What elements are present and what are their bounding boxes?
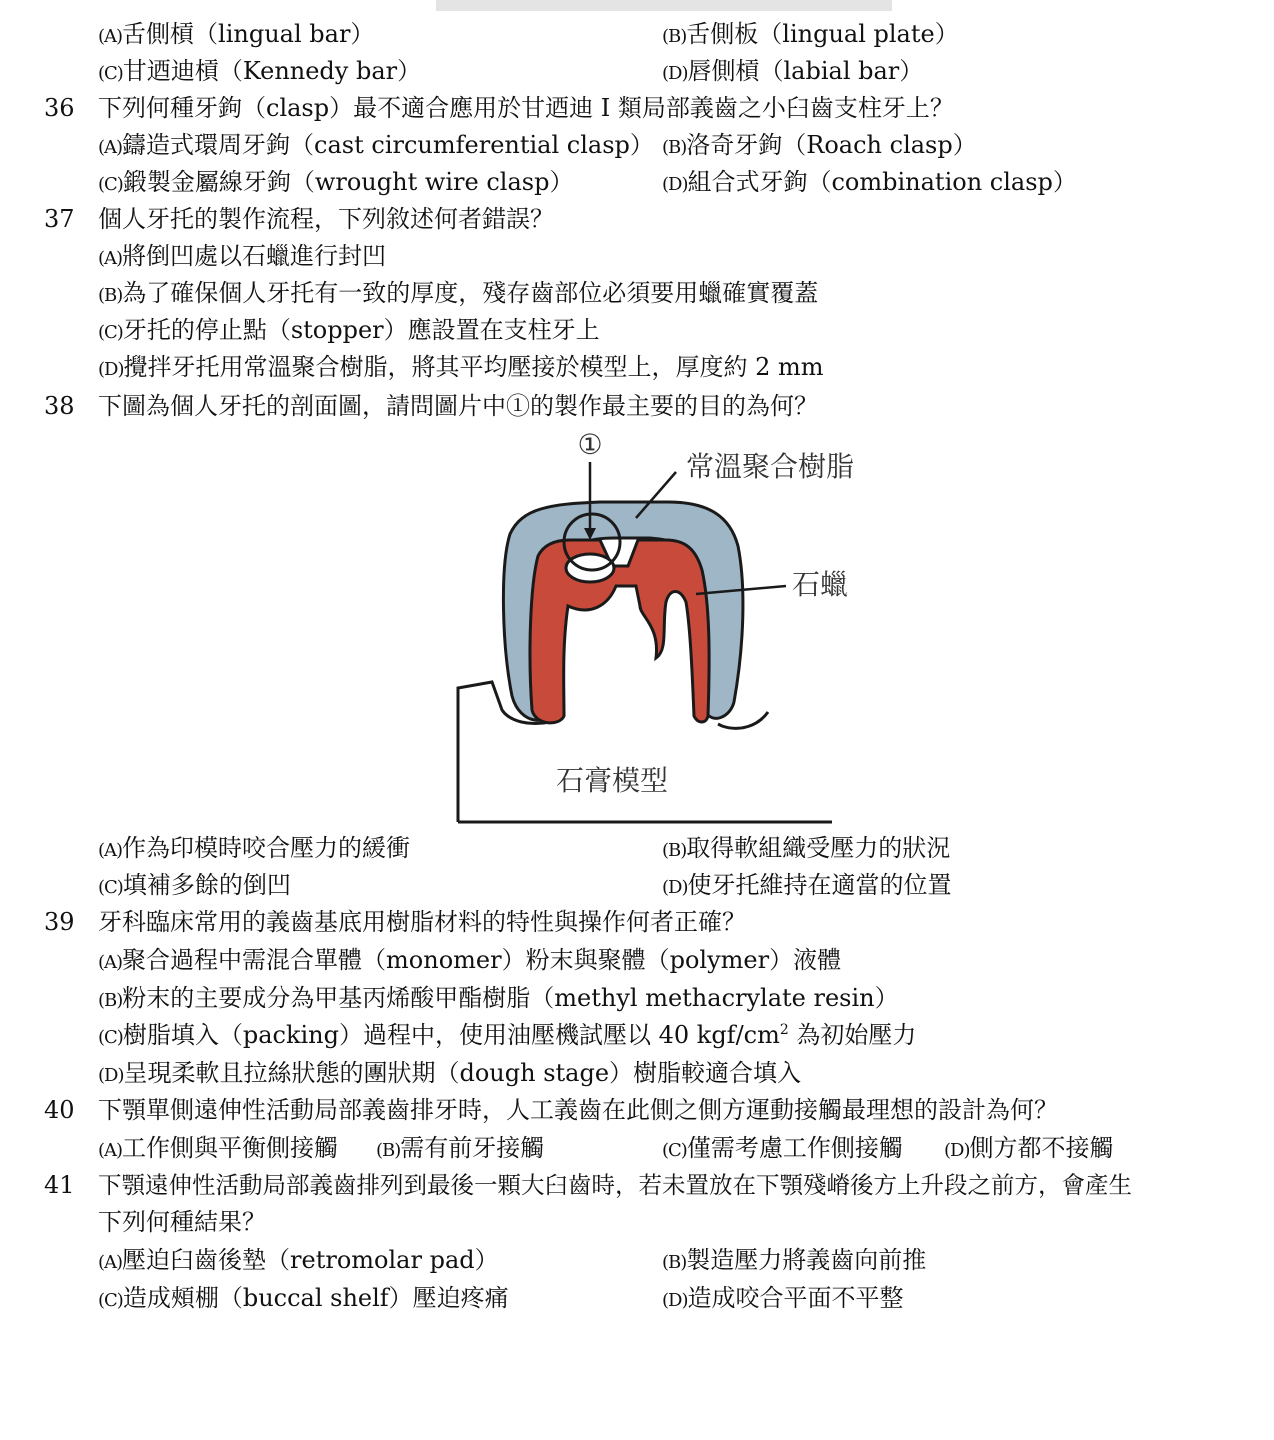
option-d: (D)造成咬合平面不平整: [662, 1284, 904, 1312]
question-number: 36: [44, 94, 75, 122]
option-c: (C)造成頰棚（buccal shelf）壓迫疼痛: [98, 1284, 509, 1312]
option-row: [0, 867, 1274, 904]
option-row: [0, 1055, 1274, 1092]
option-row: [0, 275, 1274, 312]
option-a: (A)舌側槓（lingual bar）: [98, 20, 375, 48]
option-d: (D)攪拌牙托用常溫聚合樹脂，將其平均壓接於模型上，厚度約 2 mm: [98, 353, 824, 381]
option-a: (A)作為印模時咬合壓力的緩衝: [98, 834, 411, 862]
option-a: (A)工作側與平衡側接觸: [98, 1134, 339, 1162]
option-c: (C)牙托的停止點（stopper）應設置在支柱牙上: [98, 316, 600, 344]
option-d: (D)組合式牙鉤（combination clasp）: [662, 168, 1077, 196]
option-c: (C)樹脂填入（packing）過程中，使用油壓機試壓以 40 kgf/$cm^2$ 為初始壓力: [98, 1021, 917, 1049]
option-c: (C)甘迺迪槓（Kennedy bar）: [98, 57, 422, 85]
option-c: (C)填補多餘的倒凹: [98, 871, 291, 899]
option-row: [0, 980, 1274, 1017]
option-row: [0, 1280, 1274, 1317]
question-41-continued: [0, 1204, 1274, 1241]
option-row: [0, 830, 1274, 867]
option-row: [0, 1130, 1274, 1167]
question-text: 個人牙托的製作流程，下列敘述何者錯誤？: [98, 205, 554, 233]
option-b: (B)舌側板（lingual plate）: [662, 20, 959, 48]
wax-spacer-shape: [530, 540, 709, 723]
question-number: 41: [44, 1171, 75, 1199]
option-b: (B)為了確保個人牙托有一致的厚度，殘存齒部位必須要用蠟確實覆蓋: [98, 279, 819, 307]
option-a: (A)將倒凹處以石蠟進行封凹: [98, 242, 387, 270]
question-38: [0, 388, 1274, 425]
question-number: 40: [44, 1096, 75, 1124]
option-b: (B)需有前牙接觸: [376, 1134, 545, 1162]
option-b: (B)粉末的主要成分為甲基丙烯酸甲酯樹脂（methyl methacrylate resin）: [98, 984, 899, 1012]
question-text: 下列何種牙鉤（clasp）最不適合應用於甘迺迪 I 類局部義齒之小臼齒支柱牙上？: [98, 94, 954, 122]
option-a: (A)鑄造式環周牙鉤（cast circumferential clasp）: [98, 131, 654, 159]
option-row: [0, 53, 1274, 90]
option-b: (B)洛奇牙鉤（Roach clasp）: [662, 131, 977, 159]
option-row: [0, 312, 1274, 349]
model-label: 石膏模型: [556, 764, 669, 797]
option-row: [0, 16, 1274, 53]
question-text: 牙科臨床常用的義齒基底用樹脂材料的特性與操作何者正確？: [98, 908, 746, 936]
question-text: 下圖為個人牙托的剖面圖，請問圖片中①的製作最主要的目的為何？: [98, 392, 818, 420]
option-row: [0, 942, 1274, 979]
question-40: [0, 1092, 1274, 1129]
option-b: (B)製造壓力將義齒向前推: [662, 1246, 927, 1274]
previous-figure-fragment: [436, 0, 892, 11]
option-d: (D)呈現柔軟且拉絲狀態的團狀期（dough stage）樹脂較適合填入: [98, 1059, 802, 1087]
option-row: [0, 1242, 1274, 1279]
question-number: 37: [44, 205, 75, 233]
option-row: [0, 349, 1274, 386]
question-36: [0, 90, 1274, 127]
option-row: [0, 1017, 1274, 1054]
option-row: [0, 238, 1274, 275]
option-d: (D)使牙托維持在適當的位置: [662, 871, 952, 899]
question-37: [0, 201, 1274, 238]
resin-label: 常溫聚合樹脂: [686, 450, 855, 483]
option-d: (D)唇側槓（labial bar）: [662, 57, 924, 85]
tray-cross-section-figure: [440, 426, 890, 830]
option-c: (C)鍛製金屬線牙鉤（wrought wire clasp）: [98, 168, 574, 196]
marker-label: ①: [577, 428, 603, 461]
question-number: 38: [44, 392, 75, 420]
option-b: (B)取得軟組織受壓力的狀況: [662, 834, 951, 862]
question-text-continued: 下列何種結果？: [98, 1208, 266, 1236]
question-39: [0, 904, 1274, 941]
option-c: (C)僅需考慮工作側接觸: [662, 1134, 903, 1162]
stopper-hole: [566, 554, 614, 582]
wax-label: 石蠟: [792, 568, 849, 601]
question-text: 下顎遠伸性活動局部義齒排列到最後一顆大臼齒時，若未置放在下顎殘嵴後方上升段之前方，會產生: [98, 1171, 1132, 1199]
option-d: (D)側方都不接觸: [944, 1134, 1114, 1162]
question-41: [0, 1167, 1274, 1204]
question-number: 39: [44, 908, 75, 936]
question-text: 下顎單側遠伸性活動局部義齒排牙時，人工義齒在此側之側方運動接觸最理想的設計為何？: [98, 1096, 1058, 1124]
option-row: [0, 164, 1274, 201]
option-a: (A)聚合過程中需混合單體（monomer）粉末與聚體（polymer）液體: [98, 946, 842, 974]
option-a: (A)壓迫臼齒後墊（retromolar pad）: [98, 1246, 499, 1274]
option-row: [0, 127, 1274, 164]
